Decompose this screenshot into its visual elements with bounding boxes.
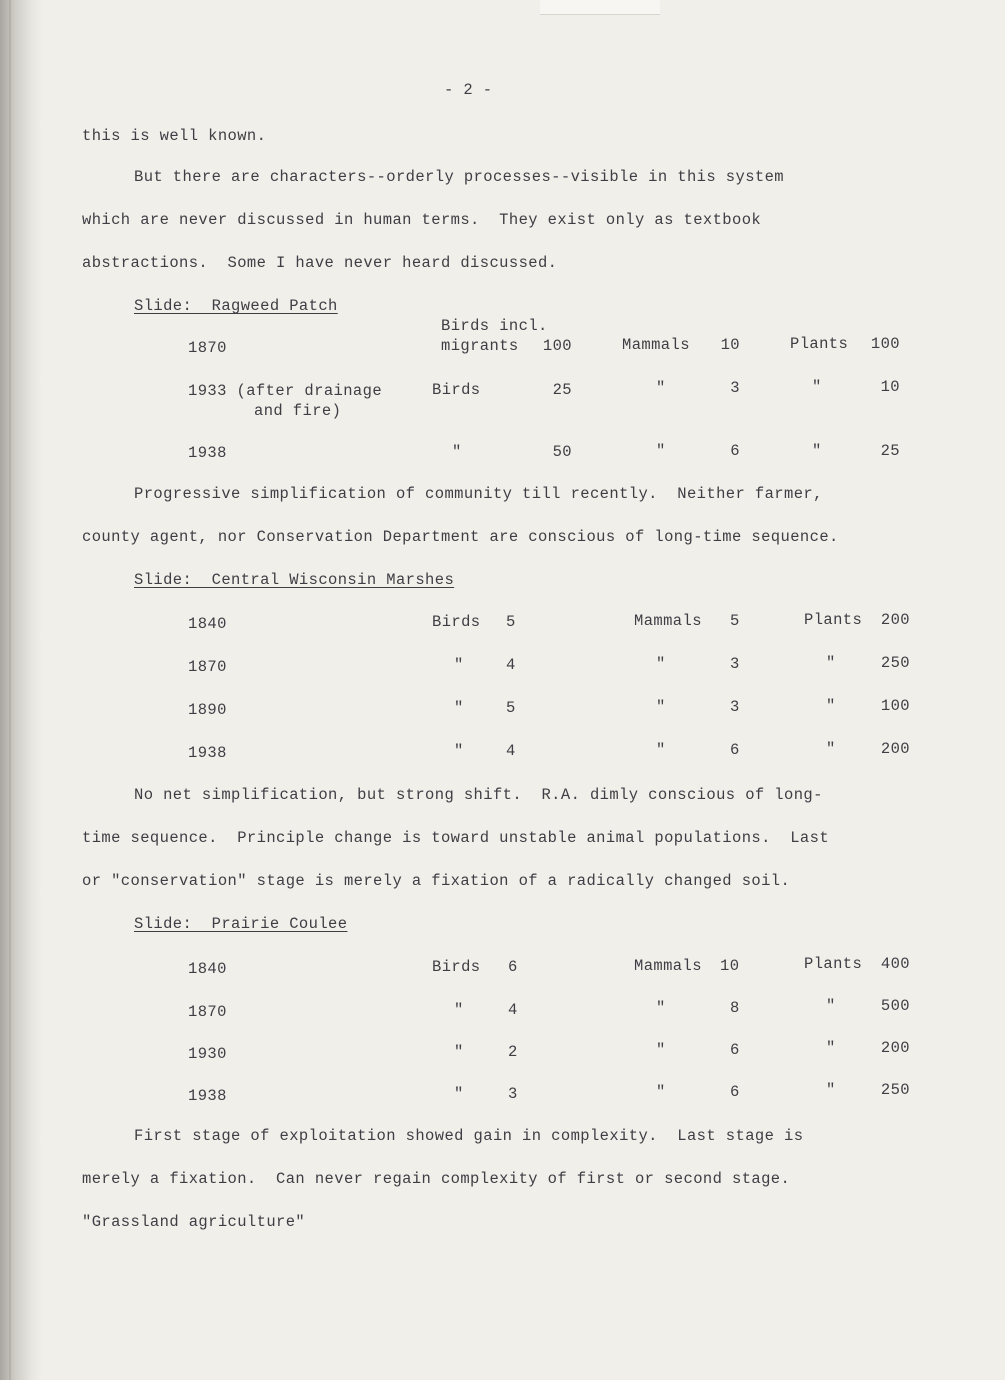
marshes-row-1-plants: 200 [880, 611, 910, 629]
marshes-row-4-mammals-label: " [656, 741, 666, 759]
marshes-row-3-birds-label: " [454, 699, 464, 717]
coulee-row-1-year: 1840 [188, 960, 227, 978]
coulee-row-3-birds: 2 [508, 1043, 518, 1061]
marshes-row-3-birds: 5 [506, 699, 516, 717]
ragweed-row-1-plants: 100 [870, 335, 900, 353]
coulee-row-2-birds: 4 [508, 1001, 518, 1019]
marshes-row-1-mammals: 5 [730, 612, 740, 630]
birds-header-line1: Birds incl. [441, 317, 548, 335]
text-line: or "conservation" stage is merely a fixation of a radically changed soil. [82, 872, 791, 890]
marshes-row-4-year: 1938 [188, 744, 227, 762]
coulee-row-2-mammals: 8 [730, 999, 740, 1017]
ragweed-row-1-mammals-label: Mammals [622, 336, 690, 354]
page-edge-line [9, 0, 11, 1380]
coulee-row-1-birds-label: Birds [432, 958, 481, 976]
text-line: First stage of exploitation showed gain in complexity. Last stage is [134, 1127, 804, 1145]
marshes-row-4-birds-label: " [454, 742, 464, 760]
text-line: time sequence. Principle change is toward unstable animal populations. Last [82, 829, 830, 847]
marshes-row-2-birds: 4 [506, 656, 516, 674]
text-line: No net simplification, but strong shift. R.A. dimly conscious of long- [134, 786, 823, 804]
coulee-row-2-year: 1870 [188, 1003, 227, 1021]
slide-title-central-wisconsin-marshes: Slide: Central Wisconsin Marshes [134, 571, 455, 589]
coulee-row-4-year: 1938 [188, 1087, 227, 1105]
slide-title-ragweed-patch: Slide: Ragweed Patch [134, 297, 338, 315]
marshes-row-2-mammals-label: " [656, 655, 666, 673]
page-edge-shadow [0, 0, 42, 1380]
ragweed-row-1-year: 1870 [188, 339, 227, 357]
coulee-row-1-plants: 400 [880, 955, 910, 973]
coulee-row-1-mammals: 10 [720, 957, 740, 975]
text-line: merely a fixation. Can never regain complexity of first or second stage. [82, 1170, 791, 1188]
marshes-row-2-plants: 250 [880, 654, 910, 672]
marshes-row-1-birds: 5 [506, 613, 516, 631]
marshes-row-3-mammals-label: " [656, 698, 666, 716]
coulee-row-1-plants-label: Plants [804, 955, 863, 973]
marshes-row-3-year: 1890 [188, 701, 227, 719]
marshes-row-1-plants-label: Plants [804, 611, 863, 629]
coulee-row-4-mammals-label: " [656, 1083, 666, 1101]
slide-title-prairie-coulee: Slide: Prairie Coulee [134, 915, 348, 933]
coulee-row-3-plants: 200 [880, 1039, 910, 1057]
text-line: "Grassland agriculture" [82, 1213, 306, 1231]
birds-header-line2: migrants [441, 337, 519, 355]
coulee-row-4-birds: 3 [508, 1085, 518, 1103]
coulee-row-1-mammals-label: Mammals [634, 957, 702, 975]
coulee-row-3-year: 1930 [188, 1045, 227, 1063]
marshes-row-2-birds-label: " [454, 656, 464, 674]
ragweed-row-1-mammals: 10 [720, 336, 740, 354]
text-line: abstractions. Some I have never heard discussed. [82, 254, 558, 272]
ragweed-row-2-year-note: and fire) [254, 402, 342, 420]
marshes-row-3-plants: 100 [880, 697, 910, 715]
coulee-row-4-mammals: 6 [730, 1083, 740, 1101]
ragweed-row-2-plants: 10 [880, 378, 900, 396]
page-number: - 2 - [444, 81, 493, 99]
ragweed-row-2-mammals: 3 [730, 379, 740, 397]
ragweed-row-1-birds: 100 [542, 337, 572, 355]
ragweed-row-3-plants-label: " [812, 442, 822, 460]
coulee-row-3-mammals: 6 [730, 1041, 740, 1059]
text-line: which are never discussed in human terms. They exist only as textbook [82, 211, 762, 229]
coulee-row-4-plants: 250 [880, 1081, 910, 1099]
coulee-row-3-mammals-label: " [656, 1041, 666, 1059]
ragweed-row-3-birds-label: " [452, 443, 462, 461]
marshes-row-3-mammals: 3 [730, 698, 740, 716]
coulee-row-3-birds-label: " [454, 1043, 464, 1061]
marshes-row-4-birds: 4 [506, 742, 516, 760]
text-line: county agent, nor Conservation Department are conscious of long-time sequence. [82, 528, 839, 546]
marshes-row-2-mammals: 3 [730, 655, 740, 673]
ragweed-row-3-year: 1938 [188, 444, 227, 462]
coulee-row-4-birds-label: " [454, 1085, 464, 1103]
marshes-row-3-plants-label: " [826, 697, 836, 715]
ragweed-row-2-mammals-label: " [656, 379, 666, 397]
ragweed-row-3-birds: 50 [552, 443, 572, 461]
ragweed-row-2-plants-label: " [812, 378, 822, 396]
coulee-row-2-birds-label: " [454, 1001, 464, 1019]
marshes-row-1-birds-label: Birds [432, 613, 481, 631]
marshes-row-4-plants: 200 [880, 740, 910, 758]
ragweed-row-3-mammals-label: " [656, 442, 666, 460]
ragweed-row-2-year: 1933 (after drainage [188, 382, 383, 400]
text-line: But there are characters--orderly processes--visible in this system [134, 168, 785, 186]
marshes-row-1-year: 1840 [188, 615, 227, 633]
ragweed-row-2-birds-label: Birds [432, 381, 481, 399]
paper-tab [540, 0, 660, 15]
coulee-row-4-plants-label: " [826, 1081, 836, 1099]
coulee-row-2-mammals-label: " [656, 999, 666, 1017]
ragweed-row-1-plants-label: Plants [790, 335, 849, 353]
text-line: this is well known. [82, 127, 267, 145]
text-line: Progressive simplification of community till recently. Neither farmer, [134, 485, 823, 503]
coulee-row-2-plants-label: " [826, 997, 836, 1015]
ragweed-row-3-plants: 25 [880, 442, 900, 460]
marshes-row-4-plants-label: " [826, 740, 836, 758]
ragweed-row-3-mammals: 6 [730, 442, 740, 460]
coulee-row-2-plants: 500 [880, 997, 910, 1015]
marshes-row-1-mammals-label: Mammals [634, 612, 702, 630]
ragweed-row-2-birds: 25 [552, 381, 572, 399]
coulee-row-1-birds: 6 [508, 958, 518, 976]
marshes-row-2-plants-label: " [826, 654, 836, 672]
coulee-row-3-plants-label: " [826, 1039, 836, 1057]
marshes-row-4-mammals: 6 [730, 741, 740, 759]
marshes-row-2-year: 1870 [188, 658, 227, 676]
